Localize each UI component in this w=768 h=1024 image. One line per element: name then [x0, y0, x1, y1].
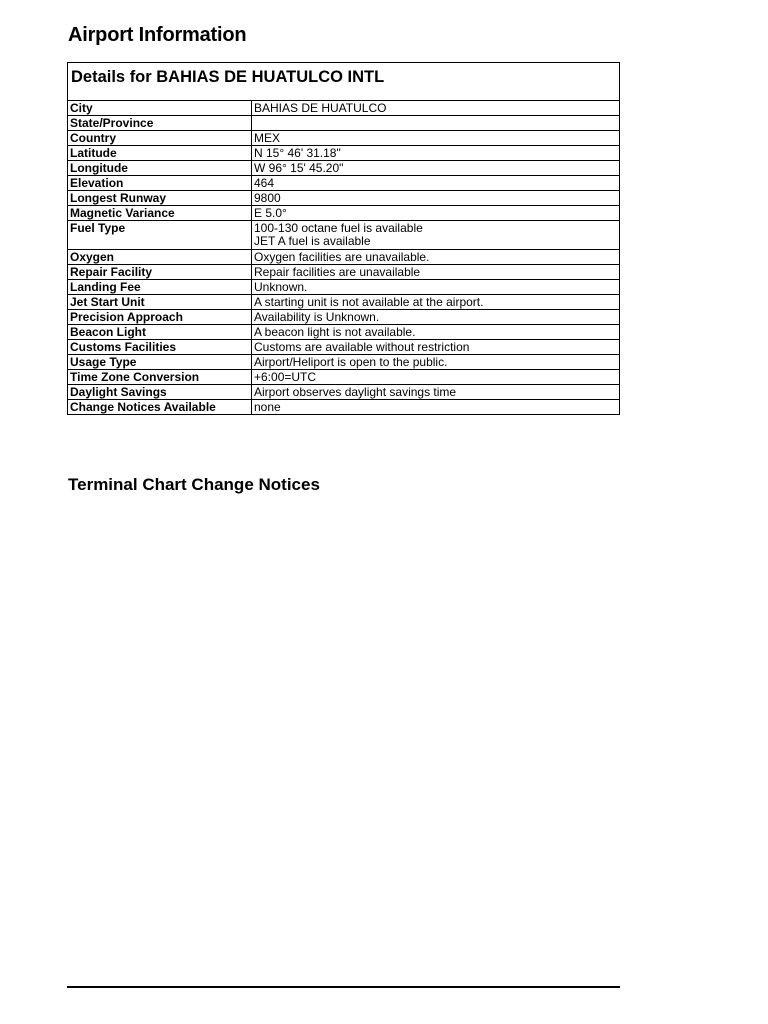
table-row — [68, 385, 620, 400]
row-label-daylight-savings: Daylight Savings — [68, 385, 252, 400]
row-label-state-province: State/Province — [68, 116, 252, 131]
row-value-time-zone-conversion: +6:00=UTC — [252, 370, 620, 385]
footer-divider — [67, 986, 620, 988]
page-title: Airport Information — [68, 24, 247, 46]
row-value-landing-fee: Unknown. — [252, 280, 620, 295]
row-value-change-notices-available: none — [252, 400, 620, 415]
table-row — [68, 280, 620, 295]
table-row — [68, 101, 620, 116]
row-label-elevation: Elevation — [68, 176, 252, 191]
table-row — [68, 355, 620, 370]
table-row — [68, 400, 620, 415]
row-label-latitude: Latitude — [68, 146, 252, 161]
table-row — [68, 146, 620, 161]
table-row — [68, 176, 620, 191]
row-label-customs-facilities: Customs Facilities — [68, 340, 252, 355]
airport-details-table — [67, 100, 620, 415]
row-value-usage-type: Airport/Heliport is open to the public. — [252, 355, 620, 370]
fuel-type-line-1: 100-130 octane fuel is available — [254, 221, 423, 235]
row-value-repair-facility: Repair facilities are unavailable — [252, 265, 620, 280]
row-value-customs-facilities: Customs are available without restriction — [252, 340, 620, 355]
table-row — [68, 116, 620, 131]
row-value-oxygen: Oxygen facilities are unavailable. — [252, 250, 620, 265]
row-value-longest-runway: 9800 — [252, 191, 620, 206]
fuel-type-line-2: JET A fuel is available — [254, 233, 371, 248]
row-value-latitude: N 15° 46' 31.18" — [252, 146, 620, 161]
details-header-box — [67, 62, 620, 100]
row-label-longitude: Longitude — [68, 161, 252, 176]
row-value-longitude: W 96° 15' 45.20" — [252, 161, 620, 176]
table-row — [68, 250, 620, 265]
table-row — [68, 221, 620, 250]
table-row — [68, 295, 620, 310]
row-label-usage-type: Usage Type — [68, 355, 252, 370]
row-value-city: BAHIAS DE HUATULCO — [252, 101, 620, 116]
table-row — [68, 340, 620, 355]
section-title-terminal-chart-change-notices: Terminal Chart Change Notices — [68, 475, 320, 494]
row-label-repair-facility: Repair Facility — [68, 265, 252, 280]
row-value-jet-start-unit: A starting unit is not available at the airport. — [252, 295, 620, 310]
table-row — [68, 370, 620, 385]
row-label-precision-approach: Precision Approach — [68, 310, 252, 325]
row-value-state-province — [252, 116, 620, 131]
row-label-fuel-type: Fuel Type — [68, 221, 252, 250]
table-row — [68, 161, 620, 176]
row-label-change-notices-available: Change Notices Available — [68, 400, 252, 415]
row-value-precision-approach: Availability is Unknown. — [252, 310, 620, 325]
row-value-fuel-type — [252, 221, 620, 250]
row-value-country: MEX — [252, 131, 620, 146]
row-label-country: Country — [68, 131, 252, 146]
table-row — [68, 206, 620, 221]
row-value-elevation: 464 — [252, 176, 620, 191]
row-label-time-zone-conversion: Time Zone Conversion — [68, 370, 252, 385]
table-row — [68, 310, 620, 325]
row-label-beacon-light: Beacon Light — [68, 325, 252, 340]
row-label-landing-fee: Landing Fee — [68, 280, 252, 295]
row-value-magnetic-variance: E 5.0° — [252, 206, 620, 221]
table-row — [68, 191, 620, 206]
row-value-daylight-savings: Airport observes daylight savings time — [252, 385, 620, 400]
row-value-beacon-light: A beacon light is not available. — [252, 325, 620, 340]
row-label-magnetic-variance: Magnetic Variance — [68, 206, 252, 221]
row-label-city: City — [68, 101, 252, 116]
row-label-jet-start-unit: Jet Start Unit — [68, 295, 252, 310]
table-row — [68, 265, 620, 280]
table-row — [68, 325, 620, 340]
table-row — [68, 131, 620, 146]
row-label-oxygen: Oxygen — [68, 250, 252, 265]
details-heading: Details for BAHIAS DE HUATULCO INTL — [71, 68, 385, 86]
row-label-longest-runway: Longest Runway — [68, 191, 252, 206]
